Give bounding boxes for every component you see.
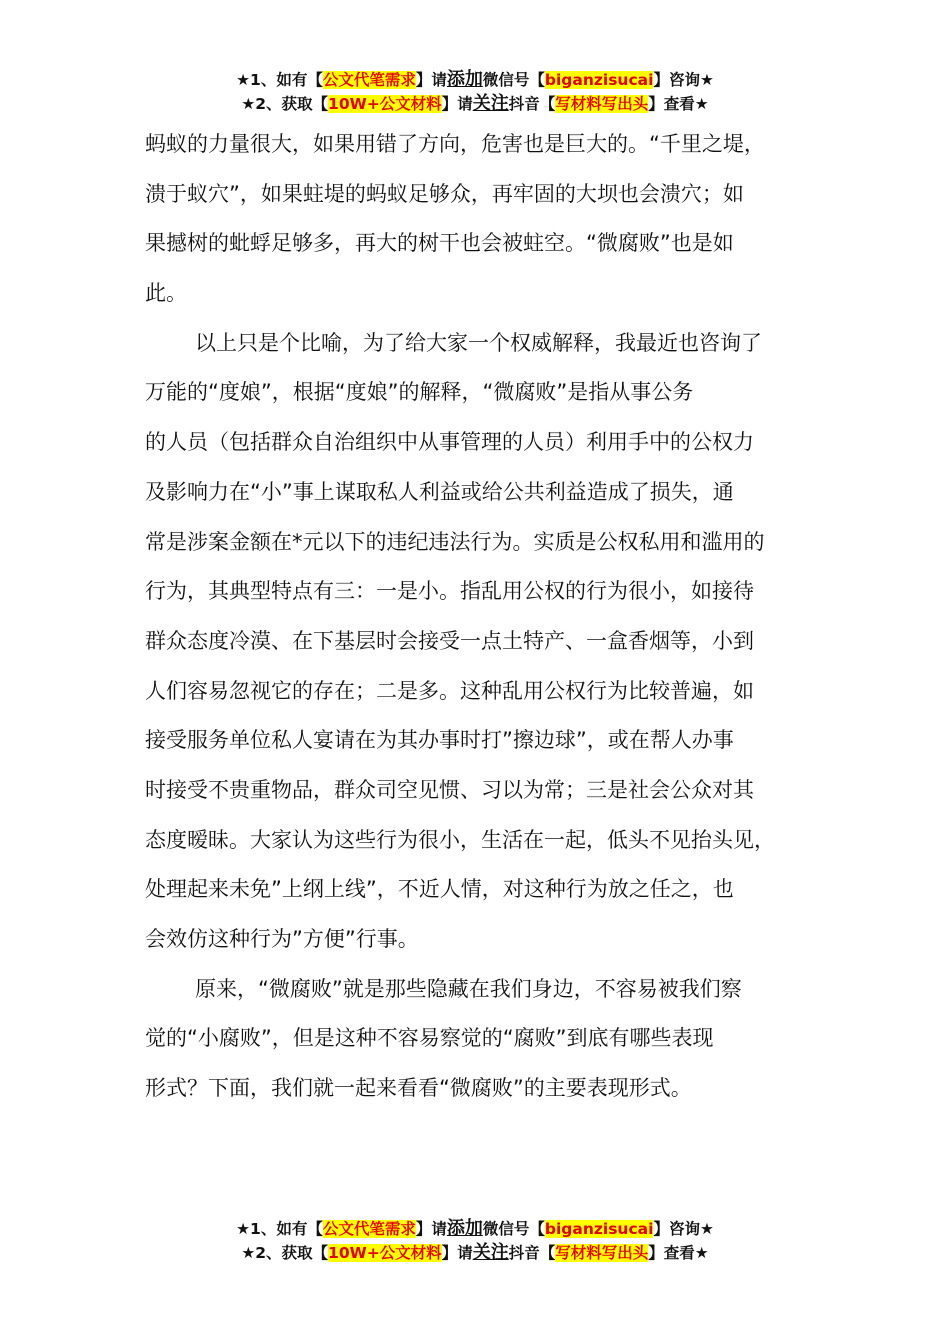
text-line: 溃于蚁穴”，如果蛀堤的蚂蚁足够众，再牢固的大坝也会溃穴；如 <box>145 181 744 206</box>
banner-text: 】请 <box>441 95 473 113</box>
body-text <box>145 120 825 1114</box>
text-line: 以上只是个比喻，为了给大家一个权威解释，我最近也咨询了 <box>195 330 762 355</box>
text-line: 觉的“小腐败”，但是这种不容易察觉的“腐败”到底有哪些表现 <box>145 1026 714 1051</box>
header-banner <box>0 68 950 116</box>
banner-text: 抖音【 <box>508 95 556 113</box>
banner-underline: 关注 <box>472 1242 509 1263</box>
banner-line-2 <box>0 1241 950 1265</box>
text-line: 万能的“度娘”，根据“度娘”的解释，“微腐败”是指从事公务 <box>145 380 694 405</box>
text-line: 原来，“微腐败”就是那些隐藏在我们身边，不容易被我们察 <box>195 976 742 1001</box>
text-line: 接受服务单位私人宴请在为其办事时打”擦边球”，或在帮人办事 <box>145 728 734 753</box>
banner-text: ★1、如有【 <box>236 71 323 89</box>
banner-text: 】请 <box>415 1220 447 1238</box>
banner-highlight: 公文代笔需求 <box>322 1220 416 1238</box>
text-line: 态度暧昧。大家认为这些行为很小，生活在一起，低头不见抬头见， <box>145 827 775 852</box>
banner-text: 微信号【 <box>482 71 545 89</box>
banner-highlight: 10W+公文材料 <box>328 95 442 113</box>
banner-line-1 <box>0 1217 950 1241</box>
text-line: 形式？下面，我们就一起来看看“微腐败”的主要表现形式。 <box>145 1076 692 1101</box>
text-line: 果撼树的蚍蜉足够多，再大的树干也会被蛀空。“微腐败”也是如 <box>145 231 734 256</box>
text-line: 及影响力在“小”事上谋取私人利益或给公共利益造成了损失，通 <box>145 479 734 504</box>
text-line: 行为，其典型特点有三：一是小。指乱用公权的行为很小，如接待 <box>145 579 754 604</box>
banner-highlight: biganzisucai <box>544 1220 654 1238</box>
banner-text: 微信号【 <box>482 1220 545 1238</box>
banner-highlight: biganzisucai <box>544 71 654 89</box>
text-line: 此。 <box>145 281 187 306</box>
banner-highlight: 10W+公文材料 <box>328 1244 442 1262</box>
banner-text: 】请 <box>415 71 447 89</box>
text-line: 常是涉案金额在*元以下的违纪违法行为。实质是公权私用和滥用的 <box>145 529 765 554</box>
text-line: 时接受不贵重物品，群众司空见惯、习以为常；三是社会公众对其 <box>145 777 754 802</box>
footer-banner <box>0 1217 950 1265</box>
banner-text: 】查看★ <box>648 95 709 113</box>
banner-underline: 关注 <box>472 93 509 114</box>
banner-line-2 <box>0 92 950 116</box>
banner-text: 抖音【 <box>508 1244 556 1262</box>
banner-text: ★2、获取【 <box>241 1244 329 1262</box>
text-line: 人们容易忽视它的存在；二是多。这种乱用公权行为比较普遍，如 <box>145 678 754 703</box>
text-line: 的人员（包括群众自治组织中从事管理的人员）利用手中的公权力 <box>145 430 754 455</box>
banner-text: 】请 <box>441 1244 473 1262</box>
banner-text: ★2、获取【 <box>241 95 329 113</box>
text-line: 处理起来未免”上纲上线”，不近人情，对这种行为放之任之，也 <box>145 877 734 902</box>
banner-text: ★1、如有【 <box>236 1220 323 1238</box>
text-line: 群众态度冷漠、在下基层时会接受一点土特产、一盒香烟等，小到 <box>145 628 754 653</box>
banner-line-1 <box>0 68 950 92</box>
banner-underline: 添加 <box>446 69 483 90</box>
banner-highlight: 公文代笔需求 <box>322 71 416 89</box>
banner-text: 】查看★ <box>648 1244 709 1262</box>
banner-underline: 添加 <box>446 1218 483 1239</box>
banner-text: 】咨询★ <box>653 1220 714 1238</box>
text-line: 蚂蚁的力量很大，如果用错了方向，危害也是巨大的。“千里之堤， <box>145 132 765 156</box>
banner-text: 】咨询★ <box>653 71 714 89</box>
text-line: 会效仿这种行为”方便”行事。 <box>145 927 419 951</box>
banner-highlight: 写材料写出头 <box>555 95 649 113</box>
banner-highlight: 写材料写出头 <box>555 1244 649 1262</box>
